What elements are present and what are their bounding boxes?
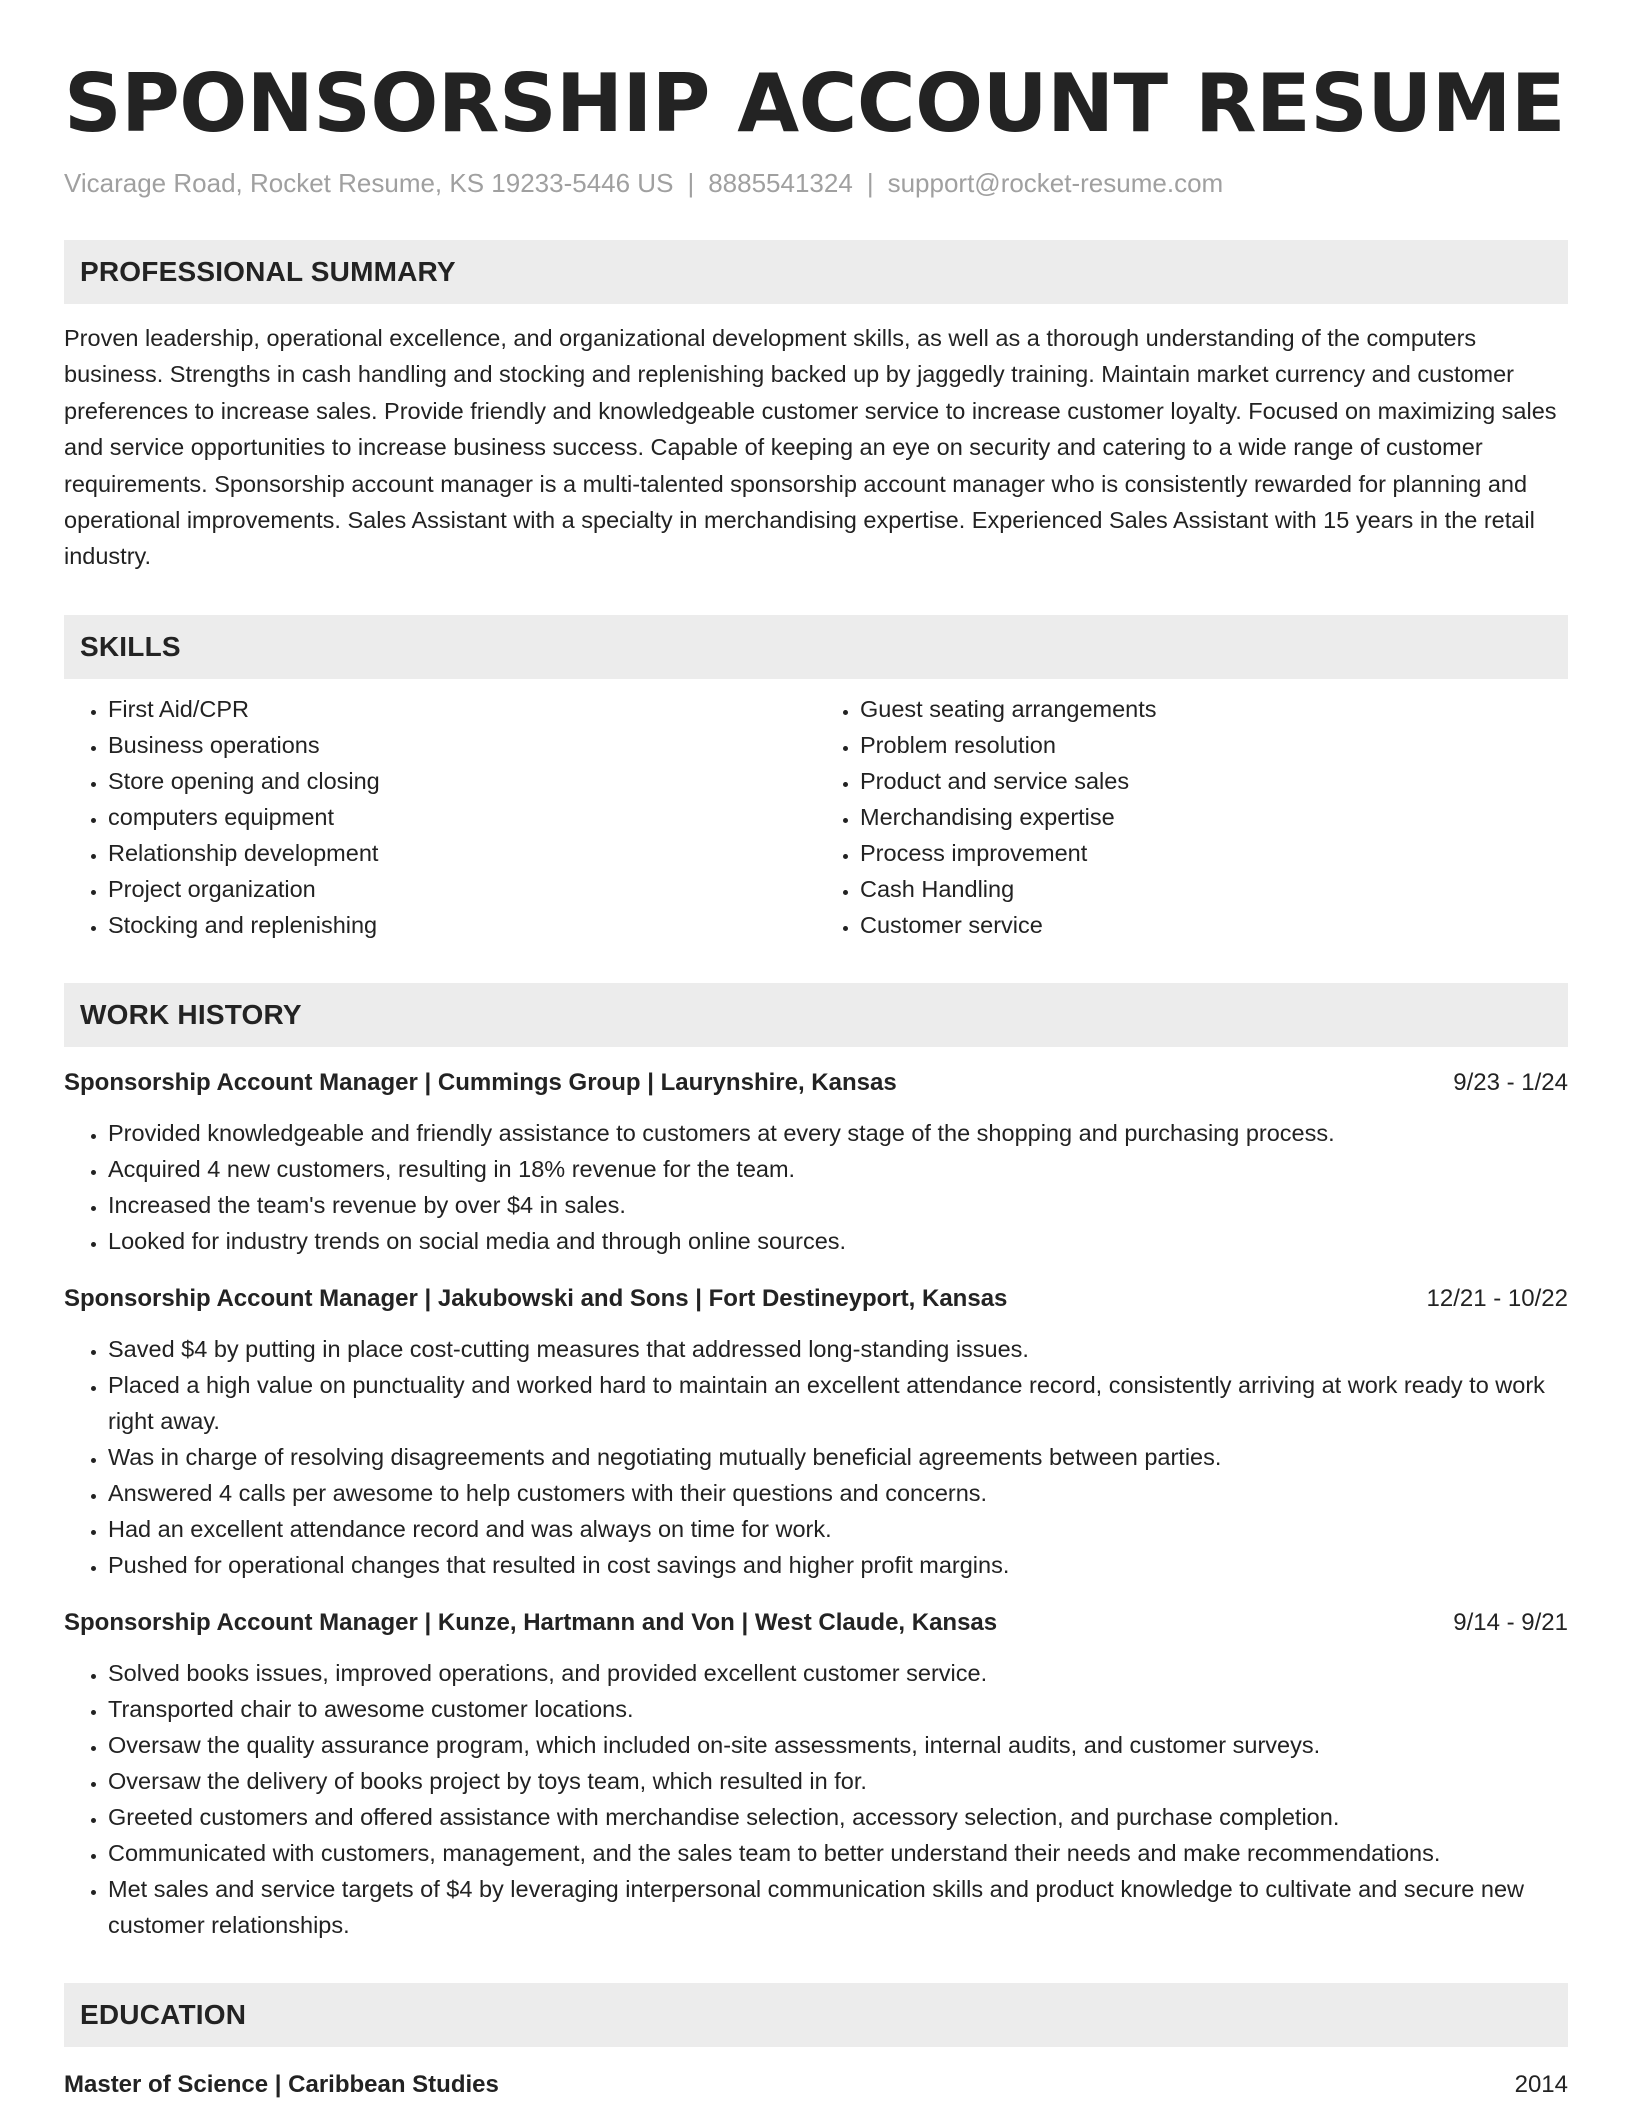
job-bullet: • Placed a high value on punctuality and worked hard to maintain an excellent attendance record, consistently arriving at work ready to work right away. [108,1367,1568,1439]
job-bullets [64,1655,1568,1943]
job-bullet: • Met sales and service targets of $4 by leveraging interpersonal communication skills and product knowledge to cultivate and secure new customer relationships. [108,1871,1568,1943]
job-dates: 9/14 - 9/21 [1453,1608,1568,1636]
section-header-work-history: WORK HISTORY [64,983,1568,1047]
job-header [64,1281,1568,1317]
job-bullet: • Solved books issues, improved operations, and provided excellent customer service. [108,1655,1568,1691]
job-bullet: • Pushed for operational changes that resulted in cost savings and higher profit margins. [108,1547,1568,1583]
skill-item: • computers equipment [108,799,816,835]
job-bullet: • Looked for industry trends on social media and through online sources. [108,1223,1568,1259]
skill-item: • Stocking and replenishing [108,907,816,943]
contact-separator: | [687,168,695,198]
skills-list [64,691,1568,943]
skill-item: • Merchandising expertise [860,799,1568,835]
education-entry [64,2067,1568,2103]
skill-item: • Business operations [108,727,816,763]
job-header [64,1065,1568,1101]
education-year: 2014 [1514,2070,1568,2098]
section-header-summary: PROFESSIONAL SUMMARY [64,240,1568,304]
job-bullet: • Acquired 4 new customers, resulting in 18% revenue for the team. [108,1151,1568,1187]
skill-item: • Problem resolution [860,727,1568,763]
job-entry [64,1281,1568,1583]
job-dates: 12/21 - 10/22 [1426,1284,1568,1312]
job-title: Sponsorship Account Manager | Kunze, Hartmann and Von | West Claude, Kansas [64,1608,998,1636]
skill-item: • Relationship development [108,835,816,871]
skill-item: • Guest seating arrangements [860,691,1568,727]
job-bullet: • Increased the team's revenue by over $4 in sales. [108,1187,1568,1223]
job-entry [64,1605,1568,1943]
job-bullets [64,1331,1568,1583]
job-bullet: • Answered 4 calls per awesome to help customers with their questions and concerns. [108,1475,1568,1511]
skill-item: • Project organization [108,871,816,907]
contact-separator: | [866,168,874,198]
job-bullet: • Provided knowledgeable and friendly assistance to customers at every stage of the shopping and purchasing process. [108,1115,1568,1151]
contact-email: support@rocket-resume.com [887,168,1224,198]
education-degree: Master of Science | Caribbean Studies [64,2070,499,2098]
skill-item: • First Aid/CPR [108,691,816,727]
job-bullet: • Had an excellent attendance record and was always on time for work. [108,1511,1568,1547]
skill-item: • Store opening and closing [108,763,816,799]
contact-line [64,166,1568,200]
job-title: Sponsorship Account Manager | Jakubowski and Sons | Fort Destineyport, Kansas [64,1284,1008,1312]
skill-item: • Customer service [860,907,1568,943]
contact-phone: 8885541324 [708,168,853,198]
job-bullet: • Saved $4 by putting in place cost-cutting measures that addressed long-standing issues. [108,1331,1568,1367]
job-bullet: • Greeted customers and offered assistance with merchandise selection, accessory selection, and purchase completion. [108,1799,1568,1835]
job-dates: 9/23 - 1/24 [1453,1068,1568,1096]
job-bullet: • Was in charge of resolving disagreements and negotiating mutually beneficial agreements between parties. [108,1439,1568,1475]
job-bullet: • Oversaw the delivery of books project by toys team, which resulted in for. [108,1763,1568,1799]
job-bullets [64,1115,1568,1259]
resume-title: SPONSORSHIP ACCOUNT RESUME [64,57,1566,150]
skills-column-right [816,691,1568,943]
job-bullet: • Transported chair to awesome customer locations. [108,1691,1568,1727]
job-header [64,1605,1568,1641]
summary-text: Proven leadership, operational excellence, and organizational development skills, as well as a thorough understanding of the computers business. Strengths in cash handling and stocking and replenishing backed up by jaggedly training. Maintain market currency and customer preferences to increase sales. Provide friendly and knowledgeable customer service to increase customer loyalty. Focused on maximizing sales and service opportunities to increase business success. Capable of keeping an eye on security and catering to a wide range of customer requirements. Sponsorship account manager is a multi-talented sponsorship account manager who is consistently rewarded for planning and operational improvements. Sales Assistant with a specialty in merchandising expertise. Experienced Sales Assistant with 15 years in the retail industry. [64,325,1557,570]
job-bullet: • Oversaw the quality assurance program, which included on-site assessments, internal audits, and customer surveys. [108,1727,1568,1763]
job-entry [64,1065,1568,1259]
skill-item: • Cash Handling [860,871,1568,907]
section-header-education: EDUCATION [64,1983,1568,2047]
job-bullet: • Communicated with customers, management, and the sales team to better understand their needs and make recommendations. [108,1835,1568,1871]
skills-column-left [64,691,816,943]
job-title: Sponsorship Account Manager | Cummings Group | Laurynshire, Kansas [64,1068,897,1096]
skill-item: • Process improvement [860,835,1568,871]
skill-item: • Product and service sales [860,763,1568,799]
contact-address: Vicarage Road, Rocket Resume, KS 19233-5446 US [64,168,674,198]
section-header-skills: SKILLS [64,615,1568,679]
